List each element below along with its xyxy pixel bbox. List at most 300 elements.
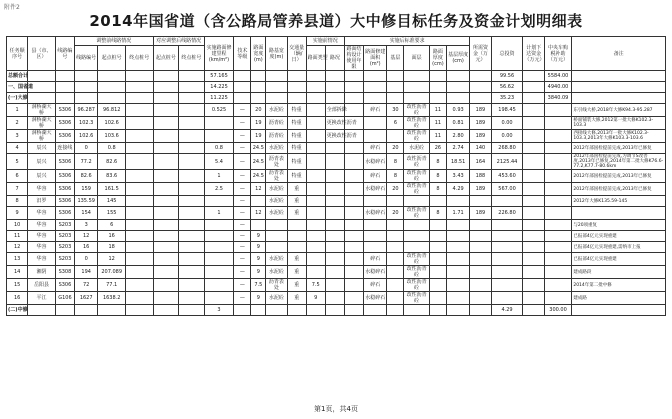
- table-cell: [364, 305, 387, 316]
- table-cell: [306, 207, 325, 220]
- table-cell: [344, 242, 363, 253]
- table-cell: [28, 71, 56, 82]
- table-cell: 11: [429, 104, 446, 117]
- table-cell: [234, 93, 251, 104]
- table-cell: —: [234, 183, 251, 196]
- table-cell: [387, 231, 404, 242]
- table-cell: 重: [287, 183, 306, 196]
- table-cell: [544, 170, 572, 183]
- table-cell: [153, 154, 179, 170]
- table-cell: [126, 207, 154, 220]
- header-cell: 路况: [325, 46, 344, 71]
- table-row: [7, 104, 666, 117]
- table-cell: [446, 196, 469, 207]
- table-cell: 8: [387, 154, 404, 170]
- table-cell: [387, 130, 404, 143]
- table-cell: 3.43: [446, 170, 469, 183]
- table-cell: [179, 170, 205, 183]
- table-cell: 水泥砼: [266, 183, 287, 196]
- table-cell: 4: [7, 143, 28, 154]
- table-cell: [75, 305, 98, 316]
- table-cell: 水稳碎石: [364, 154, 387, 170]
- table-row: [7, 220, 666, 231]
- table-cell: —: [234, 104, 251, 117]
- table-cell: [446, 71, 469, 82]
- table-cell: 水稳碎石: [364, 207, 387, 220]
- table-cell: [344, 93, 363, 104]
- table-cell: [266, 71, 287, 82]
- table-cell: [325, 242, 344, 253]
- table-cell: 13: [7, 253, 28, 266]
- table-cell: [523, 196, 544, 207]
- table-row: [7, 231, 666, 242]
- table-cell: [98, 93, 126, 104]
- table-cell: [523, 253, 544, 266]
- table-row: [7, 93, 666, 104]
- table-cell: [153, 220, 179, 231]
- table-cell: 辰兴: [28, 170, 56, 183]
- table-cell: [523, 242, 544, 253]
- table-row: [7, 170, 666, 183]
- table-cell: [204, 266, 234, 279]
- table-cell: S306: [55, 183, 74, 196]
- table-cell: [287, 71, 306, 82]
- table-cell: [429, 242, 446, 253]
- table-cell: [126, 130, 154, 143]
- table-cell: 8: [7, 196, 28, 207]
- table-cell: [387, 196, 404, 207]
- table-cell: 改性沥青砼: [404, 130, 430, 143]
- table-cell: 77.2: [75, 154, 98, 170]
- table-cell: [204, 117, 234, 130]
- table-cell: 碎石: [364, 279, 387, 292]
- table-cell: 189: [470, 117, 491, 130]
- table-cell: 改性沥青砼: [404, 117, 430, 130]
- table-cell: 198.45: [491, 104, 523, 117]
- table-cell: 改性沥青砼: [404, 104, 430, 117]
- table-cell: [98, 71, 126, 82]
- table-cell: 24.5: [251, 143, 266, 154]
- table-cell: [523, 143, 544, 154]
- table-cell: [364, 71, 387, 82]
- table-cell: 16: [98, 231, 126, 242]
- table-cell: 8: [429, 170, 446, 183]
- table-cell: [75, 93, 98, 104]
- remark-cell: 西接线大修,2013年一批大修K102.3-103.3,2013年大修K103.3-103.6: [572, 130, 666, 143]
- table-cell: [364, 231, 387, 242]
- table-cell: 300.00: [544, 305, 572, 316]
- table-cell: 11: [429, 117, 446, 130]
- header-cell: 对应调整后线路情况: [153, 37, 204, 46]
- table-cell: [306, 143, 325, 154]
- remark-cell: [572, 305, 666, 316]
- table-cell: 华容: [28, 183, 56, 196]
- table-cell: [306, 231, 325, 242]
- table-cell: 0: [75, 143, 98, 154]
- table-cell: [75, 82, 98, 93]
- header-cell: 交通量（辆/日）: [287, 37, 306, 71]
- remark-cell: 已报部4亿元实现重建,需纳市上报: [572, 242, 666, 253]
- table-cell: 沥青表处: [266, 154, 287, 170]
- table-cell: 24.5: [251, 154, 266, 170]
- table-cell: [153, 292, 179, 305]
- table-cell: —: [234, 117, 251, 130]
- table-cell: [523, 154, 544, 170]
- table-cell: [544, 117, 572, 130]
- table-cell: 沥青砼: [266, 117, 287, 130]
- table-cell: S306: [55, 104, 74, 117]
- table-cell: [325, 71, 344, 82]
- page-footer: 第1页，共4页: [314, 405, 358, 413]
- table-cell: 102.6: [98, 117, 126, 130]
- table-cell: [491, 196, 523, 207]
- table-cell: [387, 292, 404, 305]
- table-cell: [429, 82, 446, 93]
- table-cell: 水泥砼: [266, 143, 287, 154]
- table-cell: 更换改性沥青: [325, 130, 344, 143]
- table-cell: [325, 279, 344, 292]
- table-cell: 4940.00: [544, 82, 572, 93]
- table-cell: [306, 82, 325, 93]
- table-cell: [306, 104, 325, 117]
- table-cell: [306, 117, 325, 130]
- table-cell: 碎石: [364, 143, 387, 154]
- table-cell: 重: [287, 196, 306, 207]
- table-cell: 14.225: [204, 82, 234, 93]
- table-cell: 1: [7, 104, 28, 117]
- table-cell: [306, 154, 325, 170]
- table-cell: 20: [251, 104, 266, 117]
- header-cell: 技术等级: [234, 37, 251, 71]
- remark-cell: [572, 207, 666, 220]
- table-cell: 57.165: [204, 71, 234, 82]
- table-cell: 9: [251, 266, 266, 279]
- table-cell: [364, 130, 387, 143]
- table-cell: [126, 253, 154, 266]
- table-cell: 重: [287, 253, 306, 266]
- table-cell: 9: [251, 231, 266, 242]
- table-cell: [491, 253, 523, 266]
- table-cell: 189: [470, 130, 491, 143]
- table-cell: 12: [7, 242, 28, 253]
- table-cell: [404, 71, 430, 82]
- table-cell: [446, 266, 469, 279]
- table-cell: 189: [470, 183, 491, 196]
- table-cell: [234, 305, 251, 316]
- header-cell: 实施路面修建里程(km/m²): [204, 37, 234, 71]
- table-cell: [491, 266, 523, 279]
- table-cell: 0.93: [446, 104, 469, 117]
- table-cell: 3: [7, 130, 28, 143]
- table-cell: [251, 220, 266, 231]
- table-cell: S306: [55, 117, 74, 130]
- table-row: [7, 183, 666, 196]
- table-cell: 164: [470, 154, 491, 170]
- table-row: [7, 292, 666, 305]
- table-cell: [251, 71, 266, 82]
- table-cell: 6: [7, 170, 28, 183]
- table-cell: [344, 143, 363, 154]
- table-cell: [387, 220, 404, 231]
- table-cell: 1: [204, 207, 234, 220]
- table-cell: [429, 93, 446, 104]
- table-cell: 1: [204, 170, 234, 183]
- table-cell: [344, 82, 363, 93]
- table-cell: 碎石: [364, 170, 387, 183]
- header-cell: 线路编号: [75, 46, 98, 71]
- table-cell: [344, 154, 363, 170]
- table-cell: [266, 231, 287, 242]
- table-cell: 4.29: [446, 183, 469, 196]
- table-cell: 华容: [28, 231, 56, 242]
- table-cell: [153, 82, 179, 93]
- table-cell: [544, 183, 572, 196]
- table-cell: S308: [55, 266, 74, 279]
- table-cell: [153, 93, 179, 104]
- table-cell: 82.6: [75, 170, 98, 183]
- table-cell: 12: [98, 253, 126, 266]
- table-cell: 沥青砼: [266, 130, 287, 143]
- table-cell: 2.80: [446, 130, 469, 143]
- table-cell: (二)中修: [7, 305, 28, 316]
- table-cell: [126, 196, 154, 207]
- table-cell: [344, 104, 363, 117]
- table-cell: 改性沥青砼: [404, 170, 430, 183]
- table-cell: [325, 196, 344, 207]
- table-cell: 103.6: [98, 130, 126, 143]
- table-cell: [344, 231, 363, 242]
- header-cell: 路面厚度(cm): [429, 46, 446, 71]
- table-cell: 19: [251, 130, 266, 143]
- table-cell: 20: [387, 183, 404, 196]
- table-cell: 碎石: [364, 104, 387, 117]
- table-cell: [126, 242, 154, 253]
- table-cell: [179, 117, 205, 130]
- table-cell: [325, 292, 344, 305]
- table-cell: [55, 305, 74, 316]
- table-cell: 水泥砼: [266, 196, 287, 207]
- table-row: [7, 130, 666, 143]
- remark-cell: 桥面铺装大修,2012第一批大修K102.3-103.3: [572, 117, 666, 130]
- table-cell: [491, 231, 523, 242]
- remark-cell: 建成路: [572, 292, 666, 305]
- table-cell: [266, 220, 287, 231]
- table-cell: 2125.44: [491, 154, 523, 170]
- header-cell: 调整前线路情况: [75, 37, 154, 46]
- table-cell: [387, 71, 404, 82]
- table-cell: 56.62: [491, 82, 523, 93]
- table-cell: [98, 305, 126, 316]
- table-cell: [153, 305, 179, 316]
- table-cell: 161.5: [98, 183, 126, 196]
- table-cell: 2.5: [204, 183, 234, 196]
- table-cell: 1638.2: [98, 292, 126, 305]
- table-cell: —: [234, 292, 251, 305]
- table-cell: [470, 231, 491, 242]
- table-cell: 12: [251, 183, 266, 196]
- table-cell: [179, 231, 205, 242]
- table-row: [7, 196, 666, 207]
- table-cell: [126, 117, 154, 130]
- table-cell: 9: [306, 292, 325, 305]
- table-cell: 特重: [287, 143, 306, 154]
- table-cell: S306: [55, 130, 74, 143]
- table-cell: S203: [55, 220, 74, 231]
- table-cell: [404, 93, 430, 104]
- table-cell: 岳阳县: [28, 279, 56, 292]
- table-cell: [179, 207, 205, 220]
- table-cell: 沥青表处: [266, 170, 287, 183]
- remark-cell: 已报部4亿元实现重建: [572, 253, 666, 266]
- header-cell: 路面修建面积(m²): [364, 46, 387, 71]
- table-cell: —: [234, 279, 251, 292]
- table-cell: 6: [98, 220, 126, 231]
- table-cell: [344, 292, 363, 305]
- table-cell: 一、国省道: [7, 82, 28, 93]
- table-cell: [446, 305, 469, 316]
- table-cell: [153, 253, 179, 266]
- table-cell: [544, 266, 572, 279]
- table-cell: [234, 71, 251, 82]
- table-cell: 140: [470, 143, 491, 154]
- table-cell: [429, 71, 446, 82]
- table-cell: [429, 253, 446, 266]
- table-cell: [404, 242, 430, 253]
- table-cell: [306, 130, 325, 143]
- table-row: [7, 242, 666, 253]
- table-cell: 6: [387, 117, 404, 130]
- table-cell: 重: [287, 207, 306, 220]
- table-cell: 0.525: [204, 104, 234, 117]
- table-cell: S306: [55, 279, 74, 292]
- table-cell: [344, 183, 363, 196]
- table-cell: [204, 242, 234, 253]
- table-row: [7, 305, 666, 316]
- table-cell: 5584.00: [544, 71, 572, 82]
- table-cell: [153, 117, 179, 130]
- table-cell: [325, 82, 344, 93]
- table-cell: —: [234, 220, 251, 231]
- table-cell: [251, 196, 266, 207]
- table-row: [7, 253, 666, 266]
- table-cell: [470, 71, 491, 82]
- table-cell: [544, 143, 572, 154]
- header-cell: 基层厚度(cm): [446, 46, 469, 71]
- table-cell: [325, 93, 344, 104]
- table-cell: [266, 93, 287, 104]
- table-cell: 2.74: [446, 143, 469, 154]
- table-cell: [287, 305, 306, 316]
- table-cell: 226.80: [491, 207, 523, 220]
- table-cell: [234, 82, 251, 93]
- table-cell: 洞桥湖大桥: [28, 130, 56, 143]
- table-cell: 水泥砼: [266, 207, 287, 220]
- table-cell: [179, 183, 205, 196]
- table-cell: [179, 130, 205, 143]
- table-cell: [544, 154, 572, 170]
- table-cell: 华容: [28, 242, 56, 253]
- table-cell: [28, 93, 56, 104]
- table-cell: 特重: [287, 104, 306, 117]
- table-cell: [344, 253, 363, 266]
- table-cell: 特重: [287, 117, 306, 130]
- table-cell: 14: [7, 266, 28, 279]
- table-cell: [344, 220, 363, 231]
- table-cell: [179, 196, 205, 207]
- table-cell: [404, 82, 430, 93]
- table-cell: [364, 220, 387, 231]
- table-cell: 9: [251, 253, 266, 266]
- table-cell: [344, 170, 363, 183]
- table-cell: 189: [470, 207, 491, 220]
- table-cell: [446, 231, 469, 242]
- table-cell: S203: [55, 231, 74, 242]
- table-cell: [28, 305, 56, 316]
- table-cell: [404, 220, 430, 231]
- table-cell: 水泥砼: [404, 143, 430, 154]
- header-cell: 起点桩号: [98, 46, 126, 71]
- table-cell: [287, 93, 306, 104]
- remark-cell: 2012年部国检提前完成,2013年已修复: [572, 170, 666, 183]
- table-cell: [179, 93, 205, 104]
- table-cell: [544, 231, 572, 242]
- table-cell: [387, 279, 404, 292]
- table-cell: [429, 266, 446, 279]
- table-cell: [446, 220, 469, 231]
- table-cell: 11.225: [204, 93, 234, 104]
- table-cell: 0.00: [491, 130, 523, 143]
- table-cell: 96.812: [98, 104, 126, 117]
- header-cell: 线路编号: [55, 37, 74, 71]
- remark-cell: 建成路段: [572, 266, 666, 279]
- header-cell: 计划下达资金（万元）: [523, 37, 544, 71]
- table-cell: S203: [55, 253, 74, 266]
- table-cell: 湘阴: [28, 266, 56, 279]
- table-cell: [126, 183, 154, 196]
- table-cell: [98, 82, 126, 93]
- remark-cell: 2012年大修K135.59-145: [572, 196, 666, 207]
- table-cell: 改性沥青砼: [404, 207, 430, 220]
- table-cell: 7.5: [306, 279, 325, 292]
- table-cell: [126, 93, 154, 104]
- table-cell: 5.4: [204, 154, 234, 170]
- table-row: [7, 82, 666, 93]
- table-cell: 18.51: [446, 154, 469, 170]
- table-cell: [523, 183, 544, 196]
- table-cell: [344, 196, 363, 207]
- table-cell: S306: [55, 196, 74, 207]
- table-cell: S203: [55, 242, 74, 253]
- table-cell: 145: [98, 196, 126, 207]
- table-cell: [544, 130, 572, 143]
- table-cell: 135.59: [75, 196, 98, 207]
- table-cell: [364, 196, 387, 207]
- table-cell: [387, 93, 404, 104]
- table-cell: 华容: [28, 220, 56, 231]
- table-cell: [387, 305, 404, 316]
- table-cell: —: [234, 143, 251, 154]
- table-cell: 水稳碎石: [364, 183, 387, 196]
- document-title: 2014年国省道（含公路局管养县道）大中修目标任务及资金计划明细表: [89, 12, 583, 30]
- table-cell: 30: [387, 104, 404, 117]
- table-cell: [429, 305, 446, 316]
- table-cell: 24.5: [251, 170, 266, 183]
- table-cell: 10: [7, 220, 28, 231]
- table-cell: [491, 220, 523, 231]
- table-cell: 特重: [287, 170, 306, 183]
- table-cell: 9: [7, 207, 28, 220]
- table-cell: [126, 104, 154, 117]
